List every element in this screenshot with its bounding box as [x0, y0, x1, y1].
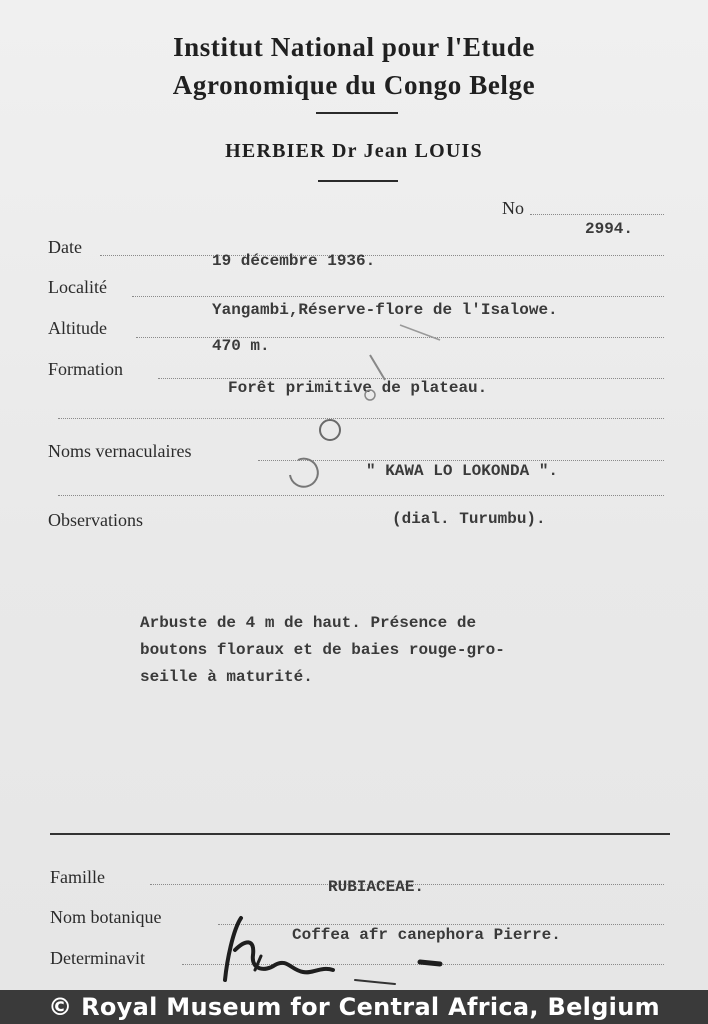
header-divider-top	[316, 112, 398, 114]
observation-text	[140, 610, 660, 691]
formation-value: Forêt primitive de plateau.	[228, 379, 488, 397]
institute-name-line1: Institut National pour l'Etude	[173, 32, 535, 62]
observation-line: Arbuste de 4 m de haut. Présence de	[140, 614, 477, 632]
observations-label: Observations	[48, 510, 143, 530]
institute-name-line2: Agronomique du Congo Belge	[172, 70, 536, 100]
famille-label: Famille	[50, 867, 105, 887]
noms-vernaculaires-value: " KAWA LO LOKONDA ".	[366, 462, 559, 480]
observation-line: seille à maturité.	[140, 668, 313, 686]
handwritten-signature	[195, 910, 475, 990]
noms-vernaculaires-label: Noms vernaculaires	[48, 441, 192, 461]
number-value: 2994.	[585, 220, 634, 238]
date-dotted-line	[100, 255, 664, 256]
localite-dotted-line	[132, 296, 664, 297]
localite-value: Yangambi,Réserve-flore de l'Isalowe.	[212, 301, 558, 319]
altitude-value: 470 m.	[212, 337, 270, 355]
localite-label: Localité	[48, 277, 107, 297]
date-label: Date	[48, 237, 82, 257]
number-dotted-line	[530, 214, 664, 215]
copyright-banner: © Royal Museum for Central Africa, Belgium	[0, 990, 708, 1024]
header-divider-bottom	[318, 180, 398, 182]
altitude-label: Altitude	[48, 318, 107, 338]
nom-botanique-value: Coffea afr canephora Pierre.	[292, 926, 561, 944]
famille-value: RUBIACEAE.	[328, 878, 425, 896]
observation-line: boutons floraux et de baies rouge-gro-	[140, 641, 505, 659]
observations-value: (dial. Turumbu).	[392, 510, 546, 528]
nom-botanique-label: Nom botanique	[50, 907, 162, 927]
stamp-imprint	[250, 300, 470, 520]
number-label: No	[502, 198, 524, 218]
determinavit-label: Determinavit	[50, 948, 145, 968]
formation-label: Formation	[48, 359, 123, 379]
section-divider	[50, 833, 670, 835]
herbarium-title: HERBIER Dr Jean LOUIS	[225, 140, 483, 162]
date-value: 19 décembre 1936.	[212, 252, 376, 270]
